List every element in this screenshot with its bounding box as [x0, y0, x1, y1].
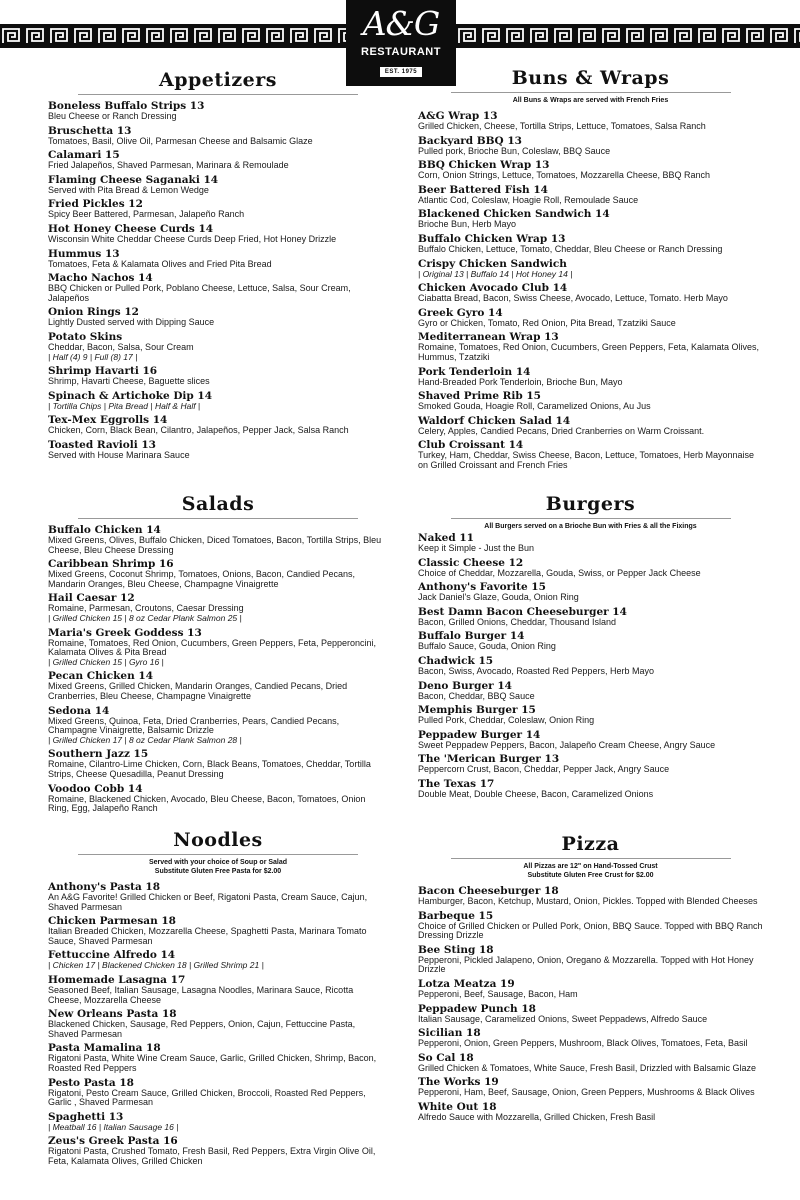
menu-item — [48, 332, 388, 362]
menu-item-description: Pepperoni, Onion, Green Peppers, Mushroom, Black Olives, Tomatoes, Feta, Basil — [418, 1038, 748, 1049]
menu-item — [418, 607, 763, 628]
section-note: All Pizzas are 12" on Hand-Tossed Crust — [523, 863, 658, 870]
menu-item — [48, 366, 388, 387]
menu-item — [418, 185, 763, 206]
menu-item — [418, 1053, 763, 1074]
menu-item — [48, 273, 388, 303]
section-title: Buns & Wraps — [511, 67, 670, 89]
menu-item — [418, 754, 763, 775]
menu-items — [418, 111, 763, 471]
menu-item-description: Brioche Bun, Herb Mayo — [418, 219, 517, 230]
menu-item-name: Chadwick 15 — [418, 654, 494, 667]
menu-items — [48, 101, 388, 461]
section-title: Appetizers — [159, 69, 277, 91]
menu-item — [418, 332, 763, 362]
menu-item-name: Spinach & Artichoke Dip 14 — [48, 389, 213, 402]
menu-item-name: Club Croissant 14 — [418, 439, 524, 452]
menu-item-name: Sicilian 18 — [418, 1027, 481, 1040]
menu-item-name: Caribbean Shrimp 16 — [48, 558, 174, 571]
menu-item-description: Choice of Grilled Chicken or Pulled Pork, Onion, BBQ Sauce. Topped with BBQ Ranch Dressing Drizzle — [418, 920, 763, 941]
menu-item-description: Spicy Beer Battered, Parmesan, Jalapeño Ranch — [48, 209, 245, 220]
menu-item — [418, 1028, 763, 1049]
menu-item-options: | Original 13 | Buffalo 14 | Hot Honey 14 | — [418, 268, 573, 279]
menu-item — [418, 391, 763, 412]
menu-item — [48, 525, 388, 555]
menu-item — [48, 1136, 388, 1166]
menu-item — [418, 705, 763, 726]
menu-item — [418, 582, 763, 603]
menu-item-description: Bacon, Cheddar, BBQ Sauce — [418, 690, 535, 701]
menu-item-description: Romaine, Tomatoes, Red Onion, Cucumbers, Green Peppers, Feta, Kalamata Olives, Hummus, Tzatziki — [418, 342, 759, 362]
menu-item-name: Maria's Greek Goddess 13 — [48, 626, 202, 639]
menu-item-name: Chicken Avocado Club 14 — [418, 282, 568, 295]
greek-key-pattern — [456, 24, 800, 48]
menu-item-name: Hail Caesar 12 — [48, 592, 135, 605]
menu-item-description: Chicken, Corn, Black Bean, Cilantro, Jalapeños, Pepper Jack, Salsa Ranch — [48, 425, 349, 436]
menu-item-name: Flaming Cheese Saganaki 14 — [48, 173, 219, 186]
menu-item-name: Potato Skins — [48, 330, 123, 343]
menu-item-name: Bruschetta 13 — [48, 124, 132, 137]
menu-item-options: | Half (4) 9 | Full (8) 17 | — [48, 351, 138, 362]
menu-item-description: Pepperoni, Ham, Beef, Sausage, Onion, Green Peppers, Mushrooms & Black Olives — [418, 1087, 755, 1098]
menu-item-options: | Grilled Chicken 15 | 8 oz Cedar Plank Salmon 25 | — [48, 612, 242, 623]
menu-item-name: Pasta Mamalina 18 — [48, 1042, 161, 1055]
section-buns-wraps — [418, 66, 763, 475]
menu-item — [418, 911, 763, 941]
menu-item-description: Rigatoni Pasta, Crushed Tomato, Fresh Basil, Red Peppers, Extra Virgin Olive Oil, Feta, Kalamata Olives, Grilled Chicken — [48, 1146, 376, 1166]
menu-item-name: Macho Nachos 14 — [48, 272, 153, 285]
menu-item-description: Keep it Simple - Just the Bun — [418, 543, 535, 553]
menu-item — [48, 249, 388, 270]
section-salads — [48, 492, 388, 818]
menu-item-description: Romaine, Parmesan, Croutons, Caesar Dressing — [48, 603, 244, 614]
menu-item-name: Crispy Chicken Sandwich — [418, 257, 567, 270]
menu-item — [48, 440, 388, 461]
menu-item-description: Double Meat, Double Cheese, Bacon, Caramelized Onions — [418, 788, 654, 799]
section-noodles — [48, 828, 388, 1171]
header-pattern-right — [456, 24, 800, 48]
menu-item — [418, 259, 763, 280]
menu-item-description: Celery, Apples, Candied Pecans, Dried Cranberries on Warm Croissant. — [418, 425, 705, 436]
menu-item-name: Fried Pickles 12 — [48, 198, 143, 211]
section-divider — [451, 518, 731, 519]
menu-item — [48, 126, 388, 147]
menu-item — [48, 391, 388, 412]
menu-item — [418, 308, 763, 329]
menu-item — [48, 559, 388, 589]
menu-item — [418, 1077, 763, 1098]
menu-item — [418, 416, 763, 437]
menu-item-description: Rigatoni, Pesto Cream Sauce, Grilled Chicken, Broccoli, Roasted Red Peppers, Garlic , Shaved Parmesan — [48, 1087, 366, 1108]
menu-item-description: Italian Breaded Chicken, Mozzarella Cheese, Spaghetti Pasta, Marinara Tomato Sauce, Shaved Parmesan — [48, 926, 367, 946]
menu-item — [418, 730, 763, 751]
menu-item-name: Fettuccine Alfredo 14 — [48, 949, 176, 962]
menu-item-name: Buffalo Burger 14 — [418, 630, 525, 643]
section-divider — [451, 858, 731, 859]
menu-item-name: Deno Burger 14 — [418, 679, 512, 692]
menu-item-name: Naked 11 — [418, 532, 474, 544]
menu-item-name: Boneless Buffalo Strips 13 — [48, 100, 205, 112]
logo-subtitle: RESTAURANT — [361, 46, 441, 58]
menu-item-description: Smoked Gouda, Hoagie Roll, Caramelized Onions, Au Jus — [418, 401, 651, 412]
menu-item — [418, 367, 763, 388]
menu-item — [48, 882, 388, 912]
menu-item-name: The Texas 17 — [418, 777, 495, 790]
section-note: Substitute Gluten Free Crust for $2.00 — [527, 872, 654, 879]
menu-item — [418, 160, 763, 181]
menu-item — [418, 1004, 763, 1025]
menu-item-name: Barbeque 15 — [418, 909, 494, 922]
menu-item-name: Peppadew Punch 18 — [418, 1002, 536, 1015]
menu-item — [48, 671, 388, 701]
menu-items — [418, 533, 763, 800]
menu-item-description: Mixed Greens, Quinoa, Feta, Dried Cranberries, Pears, Candied Pecans, Champagne Vinaigrette, Balsamic Drizzle — [48, 715, 340, 736]
section-divider — [451, 92, 731, 93]
menu-item — [48, 593, 388, 623]
menu-item-description: Bacon, Swiss, Avocado, Roasted Red Peppers, Herb Mayo — [418, 665, 654, 676]
section-divider — [78, 518, 358, 519]
menu-item-description: Romaine, Cilantro-Lime Chicken, Corn, Black Beans, Tomatoes, Cheddar, Tortilla Strips, Cheese Quesadilla, Peanut Dressing — [48, 759, 371, 779]
menu-item-description: Pepperoni, Pickled Jalapeno, Onion, Oregano & Mozzarella. Topped with Hot Honey Drizzle — [418, 954, 754, 975]
menu-item — [418, 234, 763, 255]
menu-item — [418, 979, 763, 1000]
menu-item-name: Voodoo Cobb 14 — [48, 782, 143, 795]
menu-item-options: | Chicken 17 | Blackened Chicken 18 | Grilled Shrimp 21 | — [48, 960, 264, 971]
menu-item-name: Chicken Parmesan 18 — [48, 915, 176, 928]
section-pizza — [418, 832, 763, 1127]
menu-item-description: Mixed Greens, Coconut Shrimp, Tomatoes, Onions, Bacon, Candied Pecans, Mandarin Oranges, Bleu Cheese, Champagne Vinaigrette — [48, 569, 355, 589]
menu-item-description: Peppercorn Crust, Bacon, Cheddar, Pepper Jack, Angry Sauce — [418, 764, 670, 775]
menu-items — [418, 886, 763, 1123]
section-title: Burgers — [545, 493, 636, 515]
section-title: Pizza — [561, 833, 620, 855]
section-divider — [78, 854, 358, 855]
section-note: All Burgers served on a Brioche Bun with Fries & all the Fixings — [484, 523, 697, 530]
section-note: Substitute Gluten Free Pasta for $2.00 — [154, 868, 282, 875]
menu-item — [48, 224, 388, 245]
menu-item-name: Calamari 15 — [48, 149, 120, 162]
menu-item-name: Tex-Mex Eggrolls 14 — [48, 414, 168, 427]
menu-item-name: Shaved Prime Rib 15 — [418, 390, 541, 403]
menu-item-description: Gyro or Chicken, Tomato, Red Onion, Pita Bread, Tzatziki Sauce — [418, 317, 676, 328]
menu-item-description: Buffalo Sauce, Gouda, Onion Ring — [418, 641, 556, 652]
menu-item-name: Best Damn Bacon Cheeseburger 14 — [418, 605, 627, 618]
menu-item-description: Tomatoes, Basil, Olive Oil, Parmesan Cheese and Balsamic Glaze — [48, 135, 313, 146]
menu-item-description: Lightly Dusted served with Dipping Sauce — [48, 317, 215, 328]
menu-item-name: BBQ Chicken Wrap 13 — [418, 159, 550, 172]
menu-item-name: New Orleans Pasta 18 — [48, 1008, 177, 1021]
menu-item-name: Spaghetti 13 — [48, 1110, 124, 1123]
menu-item — [418, 136, 763, 157]
menu-items — [48, 882, 388, 1167]
logo-brand: A&G — [362, 4, 440, 43]
menu-item-description: Pepperoni, Beef, Sausage, Bacon, Ham — [418, 988, 578, 999]
menu-item-description: Hamburger, Bacon, Ketchup, Mustard, Onion, Pickles. Topped with Blended Cheeses — [418, 896, 758, 906]
section-title: Salads — [181, 493, 255, 515]
menu-item — [418, 440, 763, 470]
menu-item-description: Tomatoes, Feta & Kalamata Olives and Fried Pita Bread — [48, 258, 272, 269]
menu-item-name: Hummus 13 — [48, 247, 120, 260]
menu-item — [48, 175, 388, 196]
menu-items — [48, 525, 388, 814]
menu-item — [48, 706, 388, 746]
menu-item-description: Blackened Chicken, Sausage, Red Peppers, Onion, Cajun, Fettuccine Pasta, Shaved Parmesan — [48, 1019, 356, 1039]
header-pattern-left — [0, 24, 346, 48]
menu-item-name: Anthony's Pasta 18 — [48, 881, 161, 893]
menu-item-name: Pecan Chicken 14 — [48, 670, 154, 683]
menu-item-description: Buffalo Chicken, Lettuce, Tomato, Cheddar, Bleu Cheese or Ranch Dressing — [418, 243, 723, 254]
menu-item — [48, 307, 388, 328]
menu-item-description: BBQ Chicken or Pulled Pork, Poblano Cheese, Lettuce, Salsa, Sour Cream, Jalapeños — [48, 283, 351, 303]
menu-item — [418, 631, 763, 652]
greek-key-pattern — [0, 24, 346, 48]
menu-item-description: Served with Pita Bread & Lemon Wedge — [48, 184, 209, 195]
menu-item-name: Buffalo Chicken 14 — [48, 524, 161, 536]
menu-item-description: Atlantic Cod, Coleslaw, Hoagie Roll, Remoulade Sauce — [418, 194, 639, 205]
menu-item — [418, 886, 763, 907]
menu-item — [48, 415, 388, 436]
menu-item-name: Blackened Chicken Sandwich 14 — [418, 208, 610, 221]
menu-item-name: Bacon Cheeseburger 18 — [418, 885, 559, 897]
menu-item-description: Grilled Chicken & Tomatoes, White Sauce, Fresh Basil, Drizzled with Balsamic Glaze — [418, 1062, 756, 1073]
menu-item-name: A&G Wrap 13 — [418, 110, 498, 122]
menu-item-name: Onion Rings 12 — [48, 306, 139, 319]
menu-item-description: Pulled pork, Brioche Bun, Coleslaw, BBQ Sauce — [418, 145, 611, 156]
menu-item — [418, 209, 763, 230]
menu-item-description: Bacon, Grilled Onions, Cheddar, Thousand Island — [418, 616, 616, 627]
menu-item — [48, 628, 388, 668]
menu-item-name: So Cal 18 — [418, 1051, 474, 1064]
section-note: Served with your choice of Soup or Salad — [148, 859, 288, 866]
menu-item-description: Sweet Peppadew Peppers, Bacon, Jalapeño Cream Cheese, Angry Sauce — [418, 739, 716, 750]
menu-item-name: Hot Honey Cheese Curds 14 — [48, 222, 214, 235]
menu-item-description: Bleu Cheese or Ranch Dressing — [48, 111, 177, 121]
menu-item-description: Served with House Marinara Sauce — [48, 449, 190, 460]
menu-item-description: Wisconsin White Cheddar Cheese Curds Deep Fried, Hot Honey Drizzle — [48, 233, 337, 244]
menu-item-name: Toasted Ravioli 13 — [48, 438, 156, 451]
menu-item-description: Pulled Pork, Cheddar, Coleslaw, Onion Ring — [418, 715, 595, 726]
menu-item-name: White Out 18 — [418, 1100, 497, 1113]
menu-item — [418, 111, 763, 132]
menu-item-options: | Tortilla Chips | Pita Bread | Half & Half | — [48, 400, 201, 411]
menu-item-name: Bee Sting 18 — [418, 943, 494, 956]
menu-item — [418, 558, 763, 579]
menu-item-name: Pesto Pasta 18 — [48, 1076, 134, 1089]
section-burgers — [418, 492, 763, 804]
menu-item-description: Seasoned Beef, Italian Sausage, Lasagna Noodles, Marinara Sauce, Ricotta Cheese, Mozzarella Cheese — [48, 984, 354, 1005]
menu-item — [48, 150, 388, 171]
menu-item-description: Alfredo Sauce with Mozzarella, Grilled Chicken, Fresh Basil — [418, 1111, 656, 1122]
menu-item-description: Mixed Greens, Grilled Chicken, Mandarin Oranges, Candied Pecans, Dried Cranberries, Bleu Cheese, Champagne Vinaigrette — [48, 681, 348, 701]
menu-item-description: Choice of Cheddar, Mozzarella, Gouda, Swiss, or Pepper Jack Cheese — [418, 567, 701, 578]
menu-item — [48, 784, 388, 814]
section-note: All Buns & Wraps are served with French Fries — [512, 97, 669, 104]
menu-item-description: Ciabatta Bread, Bacon, Swiss Cheese, Avocado, Lettuce, Tomato. Herb Mayo — [418, 293, 728, 304]
menu-item-name: Homemade Lasagna 17 — [48, 973, 186, 986]
menu-item-description: Turkey, Ham, Cheddar, Swiss Cheese, Bacon, Lettuce, Tomatoes, Herb Mayonnaise on Grilled Croissant and French Fries — [418, 450, 754, 470]
menu-item-name: Greek Gyro 14 — [418, 306, 503, 319]
menu-item — [418, 681, 763, 702]
menu-item-name: Peppadew Burger 14 — [418, 728, 541, 741]
menu-item-description: Romaine, Blackened Chicken, Avocado, Bleu Cheese, Bacon, Tomatoes, Onion Ring, Egg, Jalapeño Ranch — [48, 793, 366, 814]
menu-item-name: Pork Tenderloin 14 — [418, 365, 531, 378]
logo-established: EST. 1975 — [380, 67, 422, 77]
menu-item-name: Zeus's Greek Pasta 16 — [48, 1135, 178, 1148]
menu-item-name: Backyard BBQ 13 — [418, 134, 522, 147]
menu-item — [48, 199, 388, 220]
menu-item — [48, 1112, 388, 1133]
menu-item-options: | Meatball 16 | Italian Sausage 16 | — [48, 1121, 179, 1132]
menu-item-description: Hand-Breaded Pork Tenderloin, Brioche Bun, Mayo — [418, 376, 623, 387]
menu-item — [48, 916, 388, 946]
menu-item-name: Sedona 14 — [48, 704, 110, 717]
menu-item-name: The Works 19 — [418, 1076, 499, 1089]
menu-item — [418, 1102, 763, 1123]
menu-item — [418, 779, 763, 800]
menu-item — [418, 945, 763, 975]
menu-item — [48, 1078, 388, 1108]
menu-item-name: Lotza Meatza 19 — [418, 977, 515, 990]
menu-item-name: Mediterranean Wrap 13 — [418, 331, 559, 344]
menu-item — [418, 283, 763, 304]
menu-item-description: Fried Jalapeños, Shaved Parmesan, Marinara & Remoulade — [48, 160, 289, 171]
menu-item-name: Classic Cheese 12 — [418, 556, 524, 569]
menu-item — [48, 749, 388, 779]
menu-item — [48, 101, 388, 122]
menu-item-name: The 'Merican Burger 13 — [418, 753, 560, 766]
menu-item-options: | Grilled Chicken 17 | 8 oz Cedar Plank Salmon 28 | — [48, 734, 242, 745]
menu-item-description: Rigatoni Pasta, White Wine Cream Sauce, Garlic, Grilled Chicken, Shrimp, Bacon, Roasted Red Peppers — [48, 1053, 377, 1073]
menu-item-description: Italian Sausage, Caramelized Onions, Sweet Peppadews, Alfredo Sauce — [418, 1013, 708, 1024]
menu-item — [48, 975, 388, 1005]
section-appetizers — [48, 68, 388, 465]
menu-item-name: Anthony's Favorite 15 — [418, 581, 546, 594]
menu-item-description: Mixed Greens, Olives, Buffalo Chicken, Diced Tomatoes, Bacon, Tortilla Strips, Bleu Cheese, Bleu Cheese Dressing — [48, 535, 382, 555]
menu-item-name: Southern Jazz 15 — [48, 748, 149, 761]
menu-item-description: Corn, Onion Strings, Lettuce, Tomatoes, Mozzarella Cheese, BBQ Ranch — [418, 170, 710, 181]
menu-item-description: Jack Daniel's Glaze, Gouda, Onion Ring — [418, 592, 579, 603]
menu-item-name: Shrimp Havarti 16 — [48, 365, 158, 378]
section-divider — [78, 94, 358, 95]
menu-item-options: | Grilled Chicken 15 | Gyro 16 | — [48, 656, 164, 667]
menu-item — [48, 1009, 388, 1039]
menu-item-description: Cheddar, Bacon, Salsa, Sour Cream — [48, 341, 194, 352]
menu-item-description: Romaine, Tomatoes, Red Onion, Cucumbers, Green Peppers, Feta, Pepperoncini, Kalamata Olives & Pita Bread — [48, 637, 377, 658]
menu-item-description: An A&G Favorite! Grilled Chicken or Beef, Rigatoni Pasta, Cream Sauce, Cajun, Shaved Parmesan — [48, 892, 368, 912]
menu-item-name: Beer Battered Fish 14 — [418, 183, 548, 196]
menu-item — [418, 656, 763, 677]
section-title: Noodles — [173, 829, 263, 851]
menu-item — [418, 533, 763, 554]
menu-item-name: Waldorf Chicken Salad 14 — [418, 414, 571, 427]
menu-item — [48, 1043, 388, 1073]
menu-item-name: Buffalo Chicken Wrap 13 — [418, 232, 566, 245]
menu-item-description: Grilled Chicken, Cheese, Tortilla Strips, Lettuce, Tomatoes, Salsa Ranch — [418, 121, 706, 131]
menu-item-description: Shrimp, Havarti Cheese, Baguette slices — [48, 376, 210, 387]
menu-item-name: Memphis Burger 15 — [418, 704, 536, 717]
menu-item — [48, 950, 388, 971]
